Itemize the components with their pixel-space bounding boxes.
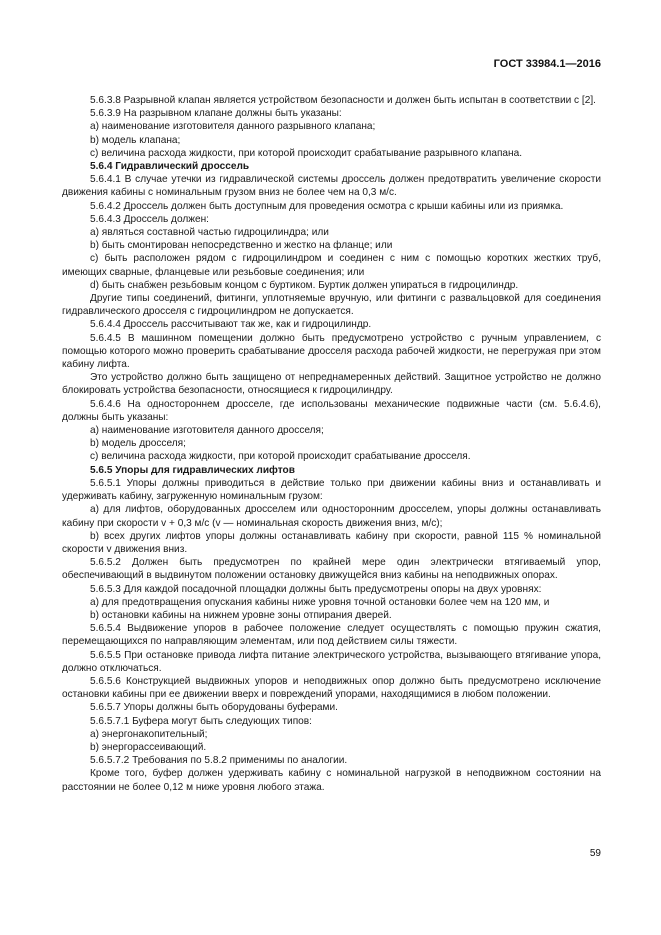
paragraph: 5.6.4.4 Дроссель рассчитывают так же, как и гидроцилиндр. xyxy=(90,319,372,331)
paragraph: 5.6.5.7 Упоры должны быть оборудованы буферами. xyxy=(90,702,338,714)
paragraph: 5.6.5.7.1 Буфера могут быть следующих типов: xyxy=(90,715,312,727)
paragraph: b) остановки кабины на нижнем уровне зоны отпирания дверей. xyxy=(90,609,392,621)
paragraph: а) энергонакопительный; xyxy=(90,728,208,740)
paragraph: Это устройство должно быть защищено от непреднамеренных действий. Защитное устройство не должно блокировать устройства безопасности, относящиеся к гидроцилиндру. xyxy=(62,372,601,397)
paragraph: 5.6.4.2 Дроссель должен быть доступным для проведения осмотра с крыши кабины или из приямка. xyxy=(90,200,564,212)
paragraph: а) для лифтов, оборудованных дросселем или односторонним дросселем, упоры должны останавливать кабину при скорости v + 0,3 м/с (v — номинальная скорость движения вниз, м/с); xyxy=(62,504,601,529)
paragraph: b) модель клапана; xyxy=(90,134,181,146)
paragraph: а) для предотвращения опускания кабины ниже уровня точной остановки более чем на 120 мм, и xyxy=(90,596,550,608)
paragraph: 5.6.3.8 Разрывной клапан является устройством безопасности и должен быть испытан в соответствии с [2]. xyxy=(90,95,596,106)
section-heading: 5.6.4 Гидравлический дроссель xyxy=(90,161,250,173)
paragraph: 5.6.5.7.2 Требования по 5.8.2 применимы по аналогии. xyxy=(90,755,348,767)
section-heading: 5.6.5 Упоры для гидравлических лифтов xyxy=(90,464,295,476)
paragraph: b) быть смонтирован непосредственно и жестко на фланце; или xyxy=(90,240,393,252)
paragraph: а) наименование изготовителя данного дросселя; xyxy=(90,425,324,437)
paragraph: 5.6.4.3 Дроссель должен: xyxy=(90,213,209,225)
paragraph: 5.6.5.1 Упоры должны приводиться в действие только при движении кабины вниз и останавливать и удерживать кабину, загруженную номинальным грузом: xyxy=(62,477,601,503)
paragraph: 5.6.5.2 Должен быть предусмотрен по крайней мере один электрически втягиваемый упор, обеспечивающий в выдвинутом положении остановку движущейся вниз кабины на неподвижных опорах. xyxy=(62,557,601,582)
paragraph: 5.6.4.6 На одностороннем дросселе, где использованы механические подвижные части (см. 5.6.4.6), должны быть указаны: xyxy=(62,398,601,423)
paragraph: 5.6.5.3 Для каждой посадочной площадки должны быть предусмотрены опоры на двух уровнях: xyxy=(90,583,542,595)
paragraph: c) быть расположен рядом с гидроцилиндром и соединен с ним с помощью коротких жестких труб, имеющих сварные, фланцевые или резьбовые соединения; или xyxy=(62,253,601,278)
paragraph: 5.6.4.1 В случае утечки из гидравлической системы дроссель должен предотвратить увеличение скорости движения кабины с номинальным грузом вниз не более чем на 0,3 м/с. xyxy=(62,174,601,199)
paragraph: Кроме того, буфер должен удерживать кабину с номинальной нагрузкой в неподвижном состоянии на расстоянии не более 0,12 м ниже уровня любого этажа. xyxy=(62,768,601,793)
paragraph: а) наименование изготовителя данного разрывного клапана; xyxy=(90,121,376,133)
paragraph: d) быть снабжен резьбовым концом с буртиком. Буртик должен упираться в гидроцилиндр. xyxy=(90,279,519,291)
paragraph: 5.6.3.9 На разрывном клапане должны быть указаны: xyxy=(90,108,342,120)
paragraph: b) модель дросселя; xyxy=(90,438,186,450)
paragraph: b) энергорассеивающий. xyxy=(90,741,207,753)
page-number: 59 xyxy=(589,848,601,859)
paragraph: b) всех других лифтов упоры должны останавливать кабину при скорости, равной 115 % номинальной скорости v движения вниз. xyxy=(62,530,601,555)
paragraph: 5.6.5.4 Выдвижение упоров в рабочее положение следует осуществлять с помощью пружин сжатия, перемещающихся по направляющим элементам, или под действием силы тяжести. xyxy=(62,623,601,648)
paragraph: c) величина расхода жидкости, при которой происходит срабатывание дросселя. xyxy=(90,451,471,463)
document-body xyxy=(62,94,601,794)
standard-designation: ГОСТ 33984.1—2016 xyxy=(493,58,601,70)
paragraph: Другие типы соединений, фитинги, уплотняемые вручную, или фитинги с развальцовкой для соединения гидравлического дросселя с гидроцилиндром не допускается. xyxy=(62,293,601,318)
paragraph: c) величина расхода жидкости, при которой происходит срабатывание разрывного клапана. xyxy=(90,147,523,159)
paragraph: 5.6.5.5 При остановке привода лифта питание электрического устройства, вызывающего втягивание упора, должно отключаться. xyxy=(62,649,601,674)
paragraph: 5.6.4.5 В машинном помещении должно быть предусмотрено устройство с ручным управлением, с помощью которого можно проверить срабатывание дросселя расхода рабочей жидкости, не перегружая при этом кабину лифта. xyxy=(62,332,601,371)
paragraph: а) являться составной частью гидроцилиндра; или xyxy=(90,227,329,239)
paragraph: 5.6.5.6 Конструкцией выдвижных упоров и неподвижных опор должно быть предусмотрено исключение остановки кабины при ее движении вверх и повреждений упорами, находящимися в любом положении. xyxy=(62,675,601,701)
